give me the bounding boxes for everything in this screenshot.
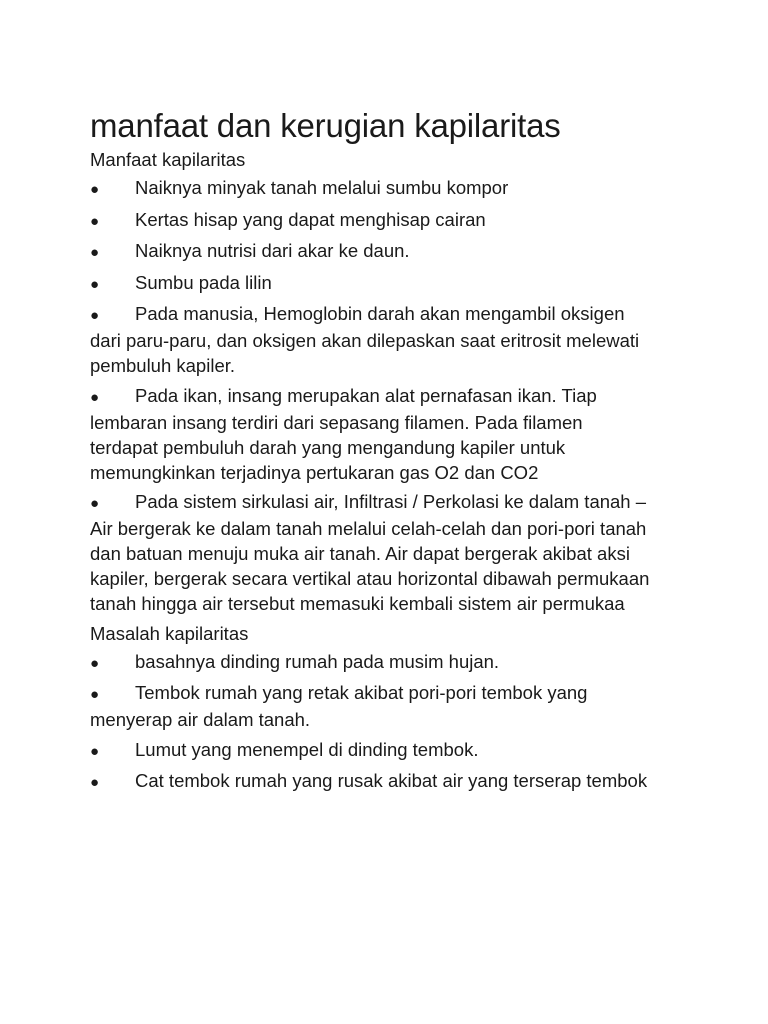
list-item-text: Pada ikan, insang merupakan alat pernafasan ikan. Tiap lembaran insang terdiri dari sepasang filamen. Pada filamen terdapat pembuluh darah yang mengandung kapiler untuk memungkinkan terjadinya pertukaran gas O2 dan CO2 [90, 384, 597, 483]
list-item-text: Pada sistem sirkulasi air, Infiltrasi / Perkolasi ke dalam tanah – Air bergerak ke dalam tanah melalui celah-celah dan pori-pori tanah dan batuan menuju muka air tanah. Air dapat bergerak akibat aksi kapiler, bergerak secara vertikal atau horizontal dibawah permukaan tanah hingga air tersebut memasuki kembali sistem air permukaa [90, 491, 650, 614]
list-item [90, 737, 650, 764]
bullet-icon: ● [90, 181, 100, 198]
list-item-text: Naiknya minyak tanah melalui sumbu kompor [135, 177, 509, 198]
problems-list [90, 649, 650, 796]
list-item [90, 489, 650, 616]
list-item-text: Kertas hisap yang dapat menghisap cairan [135, 208, 486, 230]
list-item-text: Sumbu pada lilin [135, 271, 272, 293]
bullet-icon: ● [90, 686, 100, 703]
list-item [90, 649, 650, 676]
list-item [90, 238, 650, 265]
benefits-section [90, 147, 650, 616]
bullet-icon: ● [90, 275, 100, 293]
bullet-icon: ● [90, 307, 100, 324]
document-page [90, 106, 650, 800]
problems-heading: Masalah kapilaritas [90, 622, 249, 644]
bullet-icon: ● [90, 774, 100, 791]
benefits-list [90, 175, 650, 616]
bullet-icon: ● [90, 742, 100, 760]
list-item-text: basahnya dinding rumah pada musim hujan. [135, 650, 500, 672]
bullet-icon: ● [90, 654, 100, 672]
list-item [90, 383, 650, 485]
list-item [90, 680, 650, 732]
list-item-text: Pada manusia, Hemoglobin darah akan mengambil oksigen dari paru-paru, dan oksigen akan dilepaskan saat eritrosit melewati pembuluh kapiler. [90, 303, 640, 376]
list-item [90, 768, 650, 795]
list-item [90, 175, 650, 202]
benefits-heading: Manfaat kapilaritas [90, 149, 246, 170]
list-item-text: Tembok rumah yang retak akibat pori-pori tembok yang menyerap air dalam tanah. [90, 682, 588, 730]
list-item [90, 301, 650, 378]
list-item [90, 207, 650, 234]
bullet-icon: ● [90, 244, 100, 261]
document-title: manfaat dan kerugian kapilaritas [90, 107, 561, 144]
list-item-text: Naiknya nutrisi dari akar ke daun. [135, 240, 410, 261]
list-item-text: Cat tembok rumah yang rusak akibat air yang terserap tembok [135, 770, 648, 791]
bullet-icon: ● [90, 212, 100, 230]
list-item-text: Lumut yang menempel di dinding tembok. [135, 738, 479, 760]
bullet-icon: ● [90, 495, 100, 512]
list-item [90, 270, 650, 297]
bullet-icon: ● [90, 388, 100, 406]
problems-section [90, 621, 650, 796]
